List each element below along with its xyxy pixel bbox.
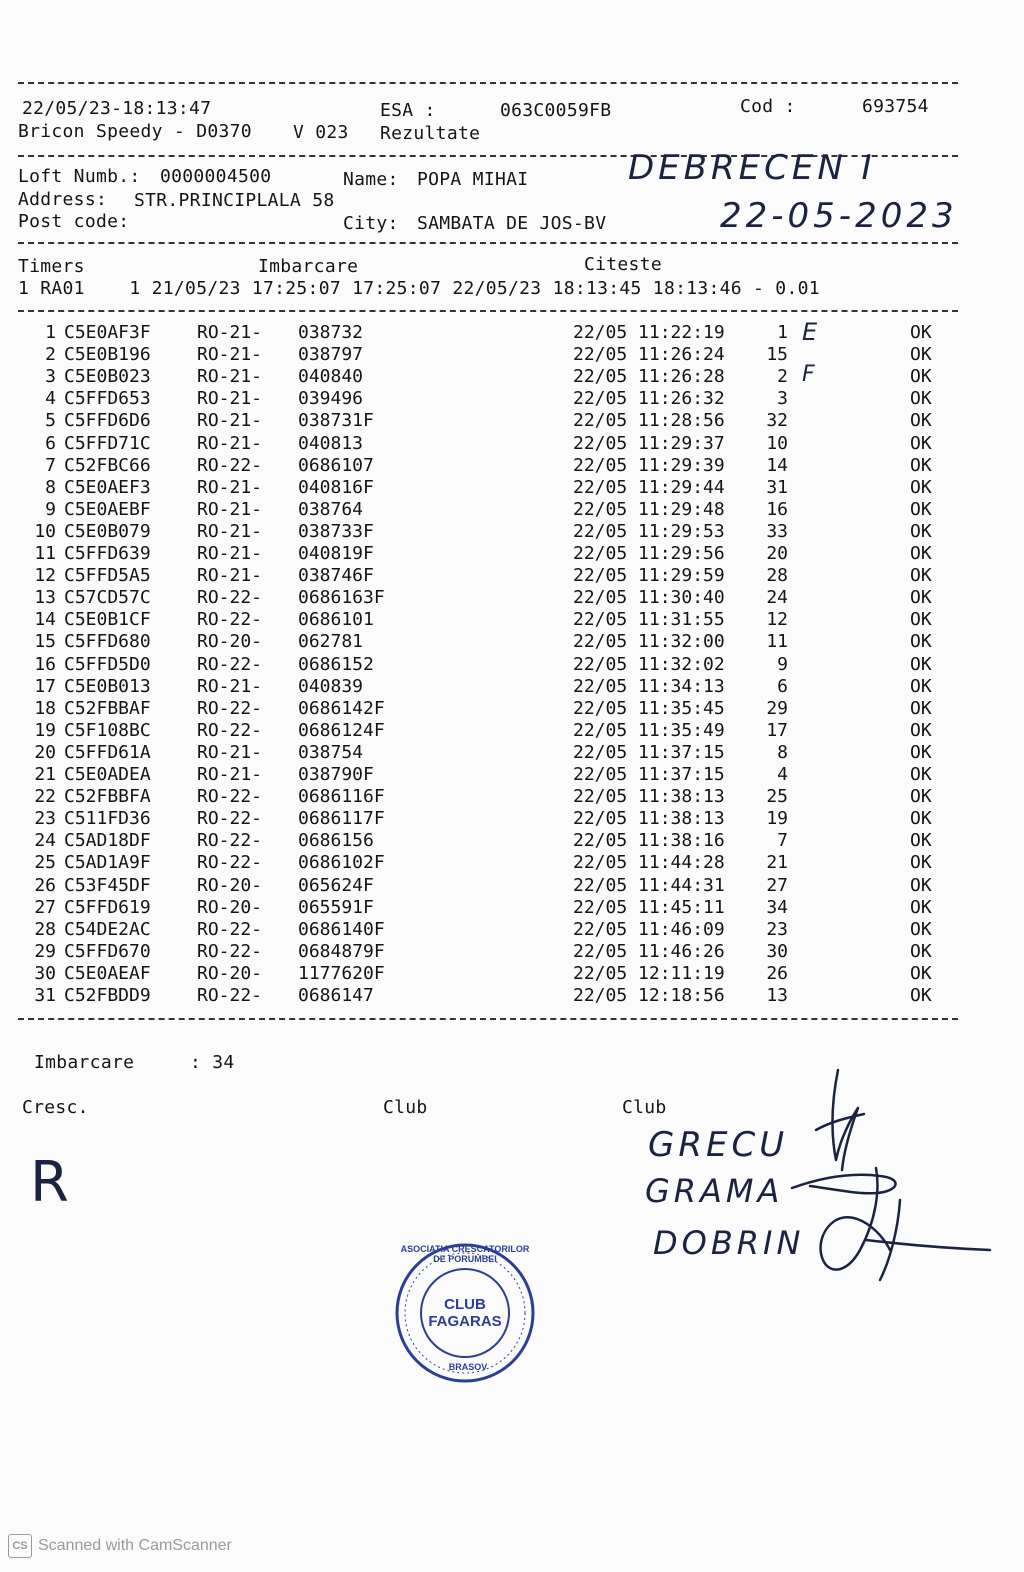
cell-pos: 30 [766,940,788,962]
cell-status: OK [910,786,932,808]
imbarcare-summary-label: Imbarcare [34,1052,135,1073]
cell-time: 22/05 11:29:37 [573,432,725,454]
cell-n: 26 [34,874,56,896]
cell-chip: C5E0B079 [64,520,151,542]
handwritten-initial: R [30,1150,73,1215]
cell-ring: 039496 [298,388,364,410]
cell-time: 22/05 11:29:59 [573,565,725,587]
cell-n: 15 [34,631,56,653]
cell-time: 22/05 11:29:39 [573,454,725,476]
cell-ring: 0686117F [298,808,385,830]
loft-value: 0000004500 [160,166,272,187]
cell-ring: 0686124F [298,719,385,741]
table-row [0,808,1024,830]
separator-bottom [18,1018,958,1020]
cell-status: OK [910,830,932,852]
cell-pos: 4 [777,764,788,785]
stamp-center-text: CLUB FAGARAS [428,1296,502,1330]
cell-n: 10 [34,520,56,542]
cell-status: OK [910,653,932,675]
cell-time: 22/05 11:26:24 [573,344,725,366]
handwritten-name-2: GRAMA [645,1172,784,1210]
table-row [0,985,1024,1007]
table-row [0,433,1024,455]
cell-status: OK [910,410,932,432]
cell-ring: 0686107 [298,454,374,476]
city-label: City: [343,213,399,234]
table-row [0,631,1024,653]
cell-pre: RO-21- [197,388,263,410]
camscanner-watermark [8,1534,232,1558]
handwritten-race-name: DEBRECEN I [628,148,876,188]
cell-time: 22/05 11:26:32 [573,388,725,410]
cell-pre: RO-22- [197,940,263,962]
cell-time: 22/05 11:37:15 [573,741,725,763]
cell-ring: 038732 [298,322,364,343]
cell-ring: 0684879F [298,940,385,962]
cell-n: 18 [34,697,56,719]
cell-pre: RO-22- [197,609,263,631]
cell-pre: RO-21- [197,366,263,388]
cell-pre: RO-21- [197,410,263,432]
handwritten-mark-e: E [802,318,822,346]
cell-status: OK [910,719,932,741]
table-row [0,455,1024,477]
cell-pre: RO-22- [197,985,263,1006]
cell-status: OK [910,388,932,410]
address-value: STR.PRINCIPLALA 58 [134,190,335,211]
cell-n: 29 [34,940,56,962]
cell-n: 20 [34,741,56,763]
cell-chip: C5E0AEBF [64,498,151,520]
cell-pre: RO-20- [197,874,263,896]
cell-pos: 19 [766,808,788,830]
cell-n: 14 [34,609,56,631]
cell-status: OK [910,896,932,918]
cell-chip: C54DE2AC [64,918,151,940]
cell-time: 22/05 11:29:56 [573,543,725,564]
cell-chip: C5FFD619 [64,896,151,918]
cell-pre: RO-22- [197,852,263,874]
cell-pre: RO-22- [197,697,263,719]
club-label-1: Club [383,1097,428,1118]
cell-status: OK [910,520,932,542]
cell-pre: RO-21- [197,520,263,542]
cell-pos: 14 [766,454,788,476]
cell-status: OK [910,852,932,874]
imbarcare-summary-value: : 34 [190,1052,235,1073]
cell-pre: RO-21- [197,543,263,564]
cell-pos: 21 [766,852,788,874]
table-row [0,742,1024,764]
cell-pos: 15 [766,344,788,366]
cell-n: 31 [34,985,56,1006]
cell-pre: RO-21- [197,498,263,520]
table-row [0,499,1024,521]
handwritten-date: 22-05-2023 [720,196,958,236]
cell-pre: RO-21- [197,675,263,697]
cell-pos: 25 [766,786,788,808]
cell-pre: RO-22- [197,918,263,940]
cell-time: 22/05 11:44:28 [573,852,725,874]
cell-status: OK [910,543,932,564]
cell-n: 13 [34,587,56,609]
cell-time: 22/05 11:28:56 [573,410,725,432]
cresc-label: Cresc. [22,1097,89,1118]
separator-timers [18,310,958,312]
cell-status: OK [910,609,932,631]
cell-n: 28 [34,918,56,940]
table-row [0,543,1024,565]
cell-time: 22/05 11:35:45 [573,697,725,719]
device-name: Bricon Speedy - D0370 [18,121,252,142]
cell-time: 22/05 11:38:13 [573,808,725,830]
stamp-city-text: BRASOV [448,1362,488,1372]
cell-chip: C511FD36 [64,808,151,830]
cell-pre: RO-20- [197,896,263,918]
cell-pos: 34 [766,896,788,918]
cell-n: 24 [34,830,56,852]
loft-label: Loft Numb.: [18,166,141,187]
cell-pos: 26 [766,962,788,984]
cell-pos: 23 [766,918,788,940]
cell-status: OK [910,322,932,343]
table-row [0,521,1024,543]
cell-status: OK [910,985,932,1006]
cell-chip: C5E0AEF3 [64,476,151,498]
cell-ring: 0686147 [298,985,374,1006]
table-row [0,565,1024,587]
cell-status: OK [910,344,932,366]
cell-status: OK [910,498,932,520]
cell-chip: C5FFD639 [64,543,151,564]
cell-time: 22/05 11:32:02 [573,653,725,675]
cell-pre: RO-21- [197,476,263,498]
cell-n: 27 [34,896,56,918]
cell-time: 22/05 11:30:40 [573,587,725,609]
handwritten-name-3: DOBRIN [653,1224,805,1262]
cell-ring: 0686101 [298,609,374,631]
table-row [0,963,1024,985]
cell-time: 22/05 11:29:53 [573,520,725,542]
stamp-ring-text: ASOCIATIA CRESCATORILOR DE PORUMBEI [400,1244,530,1264]
cell-chip: C5AD1A9F [64,852,151,874]
cell-chip: C5E0B196 [64,344,151,366]
cell-chip: C57CD57C [64,587,151,609]
name-value: POPA MIHAI [417,169,529,190]
cell-n: 9 [45,498,56,520]
cell-ring: 038746F [298,565,374,587]
cell-pre: RO-21- [197,764,263,785]
cod-value: 693754 [862,96,929,117]
cell-time: 22/05 11:46:09 [573,918,725,940]
table-row [0,366,1024,388]
cell-chip: C5E0B1CF [64,609,151,631]
cell-pos: 32 [766,410,788,432]
cell-time: 22/05 11:31:55 [573,609,725,631]
esa-label: ESA : [380,100,436,121]
cell-chip: C52FBBFA [64,786,151,808]
cell-time: 22/05 11:45:11 [573,896,725,918]
cell-pre: RO-21- [197,344,263,366]
cell-pos: 24 [766,587,788,609]
cell-pre: RO-20- [197,962,263,984]
cell-n: 5 [45,410,56,432]
cell-pre: RO-21- [197,741,263,763]
cell-status: OK [910,808,932,830]
cell-n: 25 [34,852,56,874]
table-row [0,875,1024,897]
postcode-label: Post code: [18,211,130,232]
esa-value: 063C0059FB [500,100,612,121]
cell-pos: 16 [766,498,788,520]
cell-pos: 12 [766,609,788,631]
cell-status: OK [910,697,932,719]
cell-pos: 28 [766,565,788,587]
cell-ring: 065591F [298,896,374,918]
cell-status: OK [910,764,932,785]
cell-ring: 040813 [298,432,364,454]
cell-pos: 9 [777,653,788,675]
cell-chip: C5FFD653 [64,388,151,410]
cell-n: 16 [34,653,56,675]
cell-ring: 038797 [298,344,364,366]
cell-ring: 040840 [298,366,364,388]
cell-status: OK [910,918,932,940]
table-row [0,852,1024,874]
cell-chip: C5AD18DF [64,830,151,852]
cell-time: 22/05 11:46:26 [573,940,725,962]
cell-n: 4 [45,388,56,410]
cell-ring: 038733F [298,520,374,542]
cell-n: 30 [34,962,56,984]
cell-n: 3 [45,366,56,388]
cell-status: OK [910,675,932,697]
table-row [0,919,1024,941]
cell-ring: 038790F [298,764,374,785]
cell-time: 22/05 12:18:56 [573,985,725,1006]
timers-imbarcare-label: Imbarcare [258,256,359,277]
timers-citeste-label: Citeste [584,254,662,275]
cell-chip: C5E0B013 [64,675,151,697]
cell-pos: 17 [766,719,788,741]
table-row [0,609,1024,631]
cell-pos: 6 [777,675,788,697]
table-row [0,764,1024,786]
separator-top [18,82,958,84]
cell-pos: 8 [777,741,788,763]
table-row [0,830,1024,852]
cell-pre: RO-22- [197,653,263,675]
cell-time: 22/05 12:11:19 [573,962,725,984]
cell-n: 17 [34,675,56,697]
table-row [0,410,1024,432]
cell-pos: 29 [766,697,788,719]
table-row [0,388,1024,410]
cell-status: OK [910,874,932,896]
cell-n: 12 [34,565,56,587]
cell-ring: 0686163F [298,587,385,609]
table-row [0,344,1024,366]
cell-ring: 040819F [298,543,374,564]
cell-ring: 038764 [298,498,364,520]
cell-ring: 0686116F [298,786,385,808]
cell-chip: C5E0ADEA [64,764,151,785]
cell-chip: C52FBBAF [64,697,151,719]
cell-ring: 065624F [298,874,374,896]
cell-pre: RO-21- [197,565,263,587]
device-version: V 023 [293,122,349,143]
cod-label: Cod : [740,96,796,117]
cell-pre: RO-20- [197,631,263,653]
camscanner-text: Scanned with CamScanner [38,1537,232,1554]
timers-label: Timers [18,256,85,277]
cell-time: 22/05 11:34:13 [573,675,725,697]
cell-chip: C5E0AF3F [64,322,151,343]
cell-pos: 3 [777,388,788,410]
cell-n: 1 [45,322,56,343]
cell-status: OK [910,741,932,763]
camscanner-logo-icon: CS [8,1534,32,1558]
cell-chip: C5F108BC [64,719,151,741]
cell-pre: RO-22- [197,454,263,476]
handwritten-mark-f: F [802,362,819,387]
cell-ring: 0686156 [298,830,374,852]
cell-pos: 2 [777,366,788,388]
cell-chip: C5FFD680 [64,631,151,653]
cell-chip: C5FFD61A [64,741,151,763]
cell-pre: RO-22- [197,719,263,741]
table-row [0,654,1024,676]
cell-n: 8 [45,476,56,498]
cell-time: 22/05 11:38:13 [573,786,725,808]
cell-pre: RO-22- [197,587,263,609]
cell-chip: C5FFD5A5 [64,565,151,587]
cell-status: OK [910,366,932,388]
cell-ring: 062781 [298,631,364,653]
cell-pre: RO-21- [197,432,263,454]
club-label-2: Club [622,1097,667,1118]
cell-status: OK [910,962,932,984]
cell-time: 22/05 11:32:00 [573,631,725,653]
cell-n: 21 [34,764,56,785]
handwritten-name-1: GRECU [648,1125,789,1165]
city-value: SAMBATA DE JOS-BV [417,213,607,234]
cell-pos: 7 [777,830,788,852]
cell-ring: 038731F [298,410,374,432]
table-row [0,941,1024,963]
cell-pos: 10 [766,432,788,454]
table-row [0,676,1024,698]
cell-chip: C5E0B023 [64,366,151,388]
cell-pre: RO-21- [197,322,263,343]
cell-pos: 1 [777,322,788,343]
cell-time: 22/05 11:29:48 [573,498,725,520]
signature-drawing [780,1060,1000,1300]
print-datetime: 22/05/23-18:13:47 [22,98,212,119]
cell-pre: RO-22- [197,830,263,852]
cell-chip: C5FFD670 [64,940,151,962]
cell-time: 22/05 11:44:31 [573,874,725,896]
cell-time: 22/05 11:22:19 [573,322,725,343]
cell-chip: C53F45DF [64,874,151,896]
cell-n: 23 [34,808,56,830]
cell-status: OK [910,565,932,587]
cell-status: OK [910,587,932,609]
cell-pos: 20 [766,543,788,564]
cell-status: OK [910,631,932,653]
cell-pos: 33 [766,520,788,542]
cell-time: 22/05 11:29:44 [573,476,725,498]
cell-ring: 038754 [298,741,364,763]
cell-status: OK [910,454,932,476]
table-row [0,786,1024,808]
cell-status: OK [910,940,932,962]
table-row [0,322,1024,344]
cell-pre: RO-22- [197,786,263,808]
cell-time: 22/05 11:37:15 [573,764,725,785]
table-row [0,720,1024,742]
cell-chip: C5FFD5D0 [64,653,151,675]
cell-n: 7 [45,454,56,476]
cell-ring: 040839 [298,675,364,697]
name-label: Name: [343,169,399,190]
separator-owner [18,242,958,244]
cell-chip: C5E0AEAF [64,962,151,984]
cell-pos: 11 [766,631,788,653]
cell-ring: 040816F [298,476,374,498]
cell-pre: RO-22- [197,808,263,830]
cell-pos: 27 [766,874,788,896]
cell-pos: 13 [766,985,788,1006]
cell-n: 19 [34,719,56,741]
cell-chip: C52FBDD9 [64,985,151,1006]
table-row [0,897,1024,919]
cell-chip: C52FBC66 [64,454,151,476]
cell-time: 22/05 11:35:49 [573,719,725,741]
table-row [0,587,1024,609]
address-label: Address: [18,189,108,210]
cell-n: 2 [45,344,56,366]
cell-chip: C5FFD71C [64,432,151,454]
cell-ring: 1177620F [298,962,385,984]
cell-n: 11 [34,543,56,564]
cell-chip: C5FFD6D6 [64,410,151,432]
table-row [0,698,1024,720]
cell-ring: 0686140F [298,918,385,940]
cell-time: 22/05 11:38:16 [573,830,725,852]
cell-pos: 31 [766,476,788,498]
cell-status: OK [910,476,932,498]
cell-ring: 0686102F [298,852,385,874]
cell-ring: 0686152 [298,653,374,675]
cell-n: 22 [34,786,56,808]
cell-time: 22/05 11:26:28 [573,366,725,388]
cell-status: OK [910,432,932,454]
cell-ring: 0686142F [298,697,385,719]
table-row [0,477,1024,499]
cell-n: 6 [45,432,56,454]
timer-line: 1 RA01 1 21/05/23 17:25:07 17:25:07 22/05/23 18:13:45 18:13:46 - 0.01 [18,278,820,299]
rezultate-title: Rezultate [380,123,481,144]
